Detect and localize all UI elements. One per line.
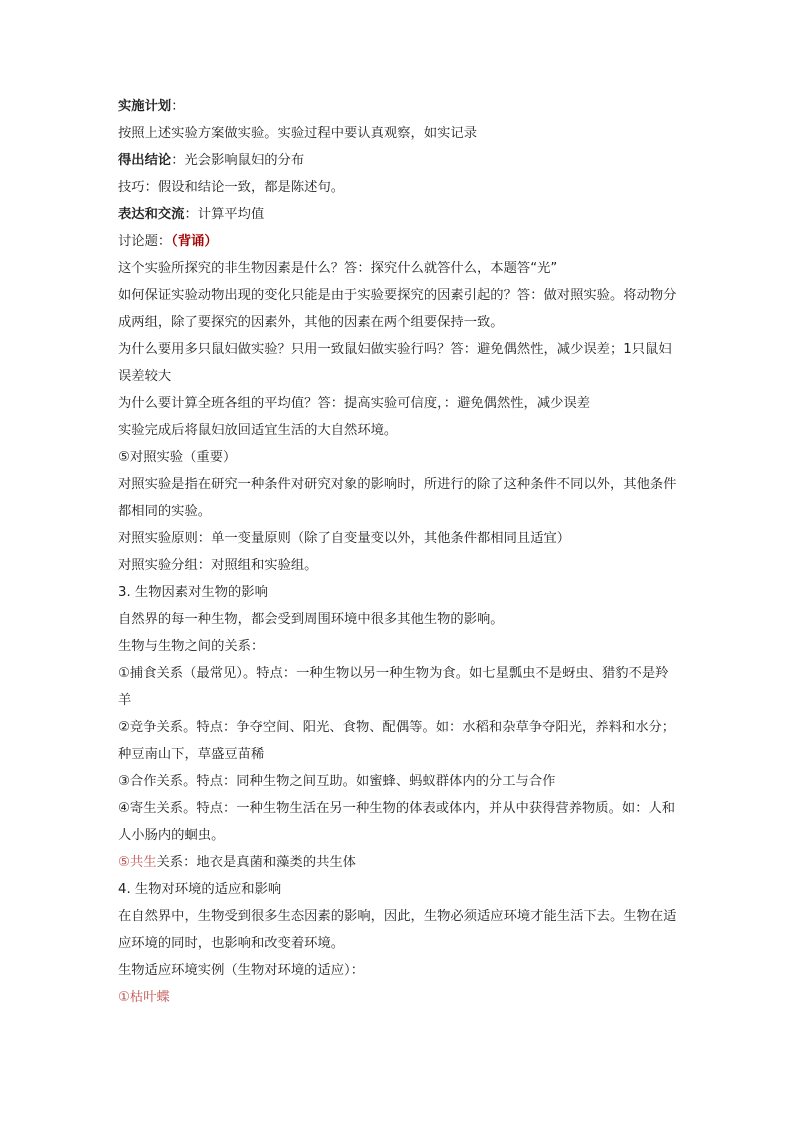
paragraph: 技巧：假设和结论一致，都是陈述句。 [118,180,345,195]
list-item: ④寄生关系。特点：一种生物生活在另一种生物的体表或体内，并从中获得营养物质。如：人和人小肠内的蛔虫。 [118,801,676,843]
paragraph: 按照上述实验方案做实验。实验过程中要认真观察，如实记录 [118,126,478,141]
heading-implementation-plan: 实施计划： [118,99,185,114]
list-item: ②竞争关系。特点：争夺空间、阳光、食物、配偶等。如：水稻和杂草争夺阳光，养料和水分；种豆南山下，草盛豆苗稀 [118,720,676,762]
paragraph: 实验完成后将鼠妇放回适宜生活的大自然环境。 [118,423,398,438]
paragraph: 在自然界中，生物受到很多生态因素的影响，因此，生物必须适应环境才能生活下去。生物在适应环境的同时，也影响和改变着环境。 [118,909,677,951]
list-item: ①捕食关系（最常见）。特点：一种生物以另一种生物为食。如七星瓢虫不是蚜虫、猎豹不是羚羊 [118,666,669,708]
paragraph: 对照实验是指在研究一种条件对研究对象的影响时，所进行的除了这种条件不同以外，其他条件都相同的实验。 [118,477,677,519]
paragraph: 对照实验分组：对照组和实验组。 [118,558,318,573]
label: 实施计划 [118,99,172,114]
paragraph: 为什么要用多只鼠妇做实验？只用一致鼠妇做实验行吗？答：避免偶然性，减少误差；1只鼠妇误差较大 [118,342,672,384]
list-item: ①枯叶蝶 [118,990,170,1005]
highlight: ⑤共生 [118,855,157,870]
list-item: ③合作关系。特点：同种生物之间互助。如蜜蜂、蚂蚁群体内的分工与合作 [118,774,556,789]
discussion-heading: 讨论题：（背诵） [118,234,218,249]
section-heading: 4. 生物对环境的适应和影响 [118,882,282,897]
label: 得出结论 [118,153,172,168]
paragraph: 这个实验所探究的非生物因素是什么？答：探究什么就答什么，本题答“光” [118,261,558,276]
paragraph: 对照实验原则：单一变量原则（除了自变量变以外，其他条件都相同且适宜） [118,531,571,546]
recite-marker: （背诵） [171,234,218,249]
conclusion-line: 得出结论：光会影响鼠妇的分布 [118,153,305,168]
section-heading: 3. 生物因素对生物的影响 [118,585,268,600]
paragraph: 自然界的每一种生物，都会受到周围环境中很多其他生物的影响。 [118,612,504,627]
paragraph: 为什么要计算全班各组的平均值？答：提高实验可信度，：避免偶然性，减少误差 [118,396,591,411]
section-heading: ⑤对照实验（重要） [118,450,237,465]
expression-line: 表达和交流：计算平均值 [118,207,265,222]
paragraph: 生物适应环境实例（生物对环境的适应）： [118,963,364,978]
paragraph: 如何保证实验动物出现的变化只能是由于实验要探究的因素引起的？答：做对照实验。将动物分成两组，除了要探究的因素外，其他的因素在两个组要保持一致。 [118,288,677,330]
document-body [118,93,678,1011]
label: 表达和交流 [118,207,185,222]
list-item: ⑤共生关系：地衣是真菌和藻类的共生体 [118,855,356,870]
paragraph: 生物与生物之间的关系： [118,639,265,654]
